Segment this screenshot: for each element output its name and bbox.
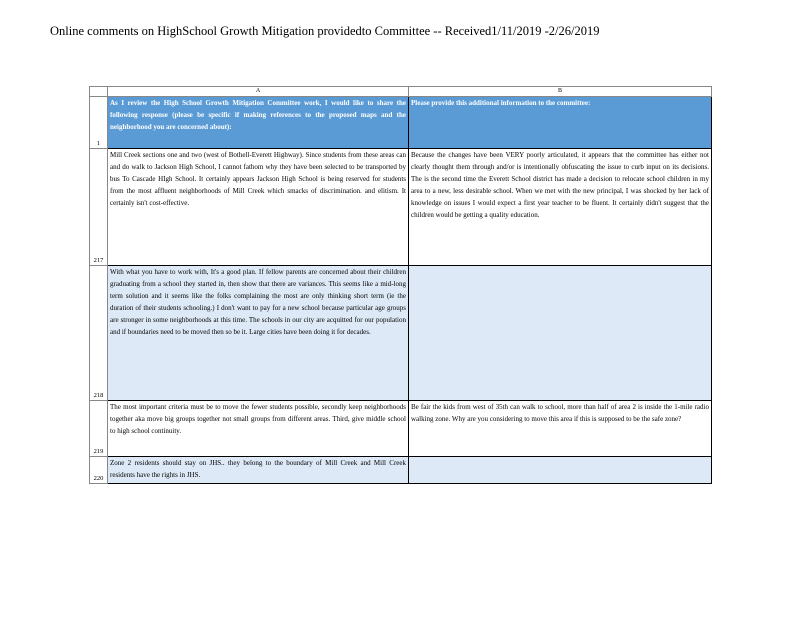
table-row [90,266,712,401]
table-row [90,401,712,457]
cell-b[interactable]: Because the changes have been VERY poorly articulated, it appears that the committee has either not clearly thought them through and/or is intentionally obfuscating the issue to curb input on its decisions. The is the second time the Everett School district has made a decision to relocate school children in my area to a new, less desirable school. When we met with the new principal, I was shocked by her lack of knowledge on issues I would expect a first year teacher to be fluent. It certainly didn't suggest that the children would be getting a quality education. [409,149,712,266]
row-number[interactable]: 217 [90,149,108,266]
column-header-b[interactable]: B [409,87,712,97]
column-header-row [90,87,712,97]
table-row [90,97,712,149]
row-number[interactable]: 220 [90,457,108,484]
cell-b[interactable]: Please provide this additional information to the committee: [409,97,712,149]
table-row [90,457,712,484]
row-number[interactable]: 219 [90,401,108,457]
corner-cell [90,87,108,97]
row-number[interactable]: 218 [90,266,108,401]
cell-b[interactable] [409,266,712,401]
cell-a[interactable]: As I review the High School Growth Mitigation Committee work, I would like to share the following response (please be specific if making references to the proposed maps and the neighborhood you are concerned about): [108,97,409,149]
comments-table [89,86,712,484]
cell-a[interactable]: With what you have to work with, It's a good plan. If fellow parents are concerned about their children graduating from a school they started in, then show that there are variances. This seems like a mid-long term solution and it seems like the folks complaining the most are only thinking short term (ie the duration of their students schooling.) I don't want to pay for a new school because particular age groups are stronger in some neighborhoods at this time. The schools in our city are acquitted for our population and if boundaries need to be moved then so be it. Large cities have been doing it for decades. [108,266,409,401]
cell-a[interactable]: Zone 2 residents should stay on JHS.. they belong to the boundary of Mill Creek and Mill Creek residents have the rights in JHS. [108,457,409,484]
table-row [90,149,712,266]
document-title: Online comments on HighSchool Growth Mitigation providedto Committee -- Received1/11/2019 -2/26/2019 [50,24,600,38]
column-header-a[interactable]: A [108,87,409,97]
cell-b[interactable]: Be fair the kids from west of 35th can walk to school, more than half of area 2 is inside the 1-mile radio walking zone. Why are you considering to move this area if this is supposed to be the safe zone? [409,401,712,457]
cell-b[interactable] [409,457,712,484]
cell-a[interactable]: The most important criteria must be to move the fewer students possible, secondly keep neighborhoods together aka move big groups together not small groups from different areas. Third, give middle school to high school continuity. [108,401,409,457]
row-number[interactable]: 1 [90,97,108,149]
cell-a[interactable]: Mill Creek sections one and two (west of Bothell-Everett Highway). Since students from these areas can and do walk to Jackson High School, I cannot fathom why they have been selected to be transported by bus To Cascade HIgh School. It certainly appears Jackson High School is being reserved for students from the most affluent neighborhoods of Mill Creek which smacks of discrimination. and elitism. It certainly isn't cost-effective. [108,149,409,266]
